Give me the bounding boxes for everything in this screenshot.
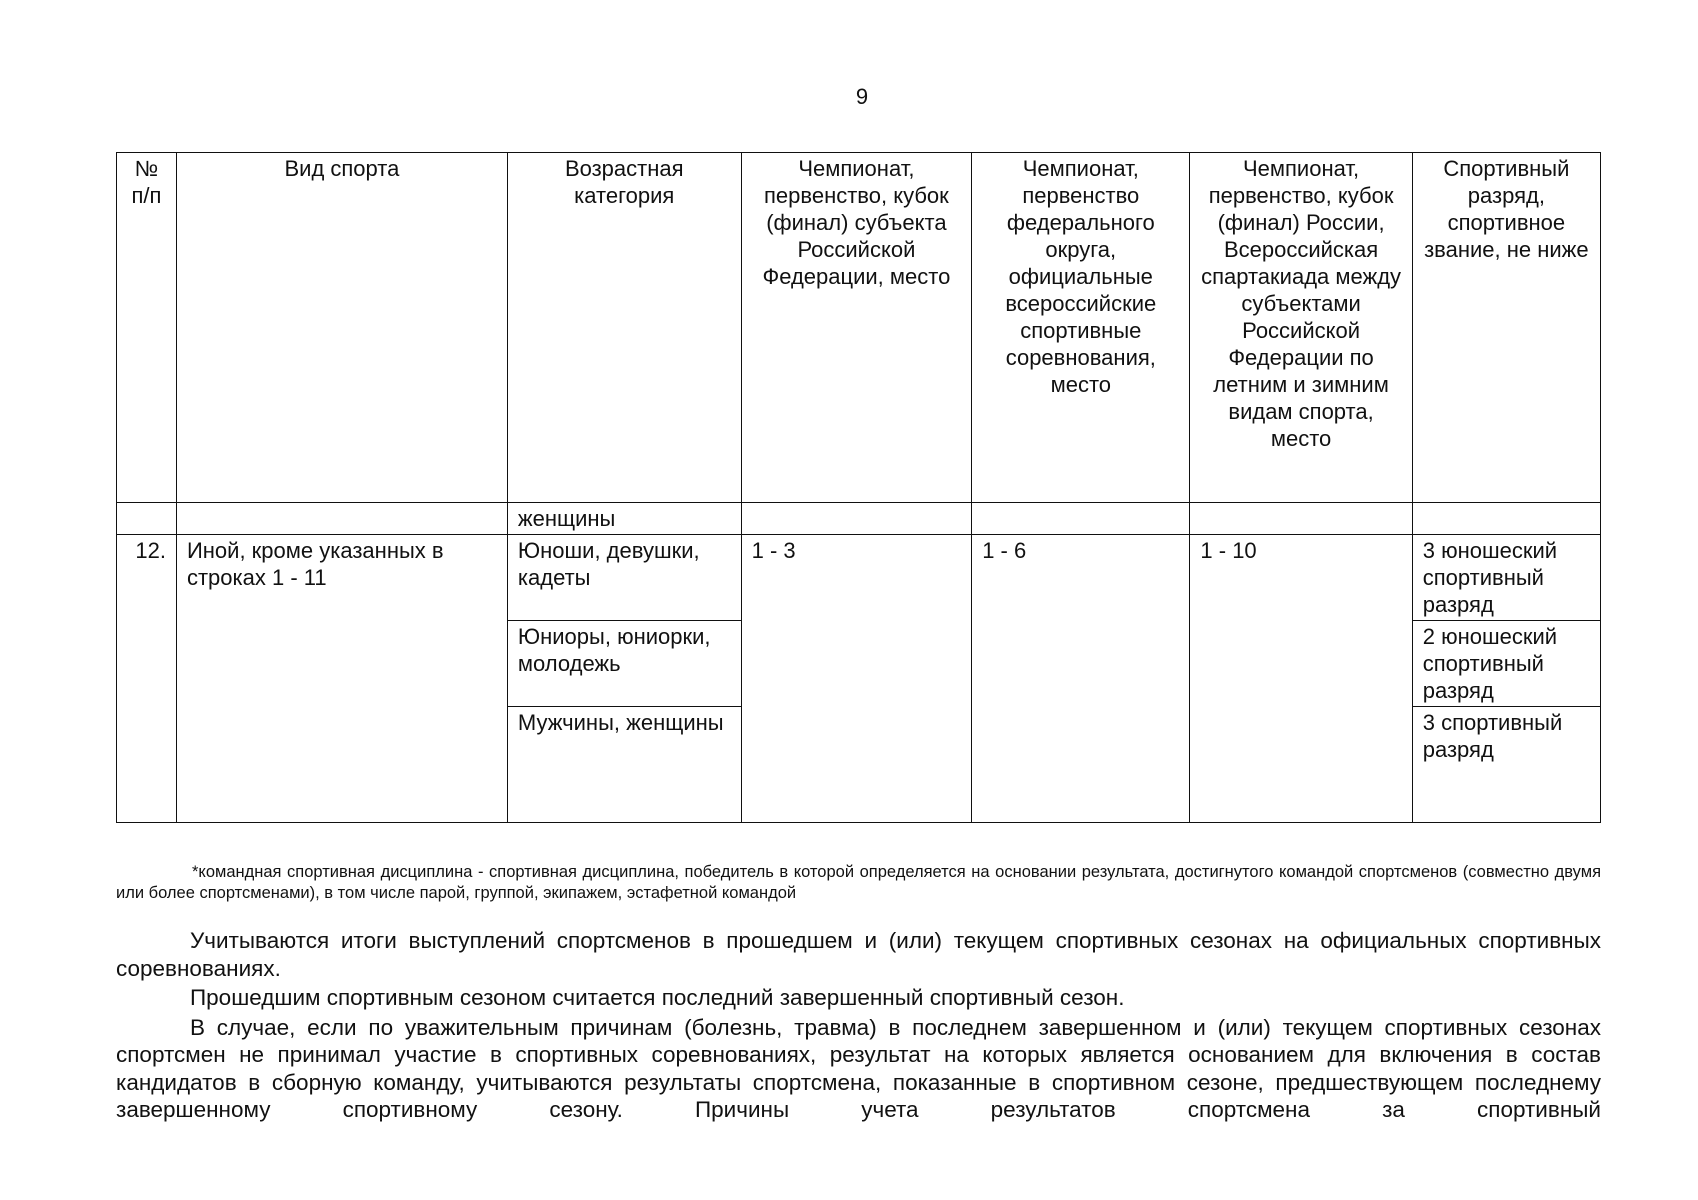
- cell-empty: [741, 503, 972, 535]
- table-row-12: [117, 535, 1601, 621]
- table-row-continuation: [117, 503, 1601, 535]
- cell-sport-rank: 3 спортивный разряд: [1412, 707, 1600, 823]
- paragraph: Учитываются итоги выступлений спортсменов в прошедшем и (или) текущем спортивных сезонах на официальных спортивных соревнованиях.: [116, 928, 1601, 981]
- cell-russia-place: 1 - 10: [1190, 535, 1412, 823]
- cell-regional-place: 1 - 3: [741, 535, 972, 823]
- body-text: [116, 927, 1601, 1126]
- cell-empty: [1412, 503, 1600, 535]
- page-number: 9: [855, 84, 869, 109]
- cell-empty: [176, 503, 507, 535]
- cell-sport-rank: 2 юношеский спортивный разряд: [1412, 621, 1600, 707]
- cell-age-category: Мужчины, женщины: [507, 707, 741, 823]
- table-header-row: [117, 153, 1601, 503]
- cell-sport-rank: 3 юношеский спортивный разряд: [1412, 535, 1600, 621]
- cell-row-number: 12.: [117, 535, 177, 823]
- cell-age-category: Юноши, девушки, кадеты: [507, 535, 741, 621]
- header-sport: Вид спорта: [176, 153, 507, 503]
- cell-empty: [117, 503, 177, 535]
- cell-sport-name: Иной, кроме указанных в строках 1 - 11: [176, 535, 507, 823]
- cell-age-category: Юниоры, юниорки, молодежь: [507, 621, 741, 707]
- header-russia-championship: Чемпионат, первенство, кубок (финал) России, Всероссийская спартакиада между субъектами Российской Федерации по летним и зимним видам спорта, место: [1190, 153, 1412, 503]
- header-sport-rank: Спортивный разряд, спортивное звание, не ниже: [1412, 153, 1600, 503]
- paragraph: Прошедшим спортивным сезоном считается последний завершенный спортивный сезон.: [190, 985, 1125, 1010]
- paragraph: В случае, если по уважительным причинам (болезнь, травма) в последнем завершенном и (или) текущем спортивных сезонах спортсмен не принимал участие в спортивных соревнованиях, результат на которых является основанием для включения в состав кандидатов в сборную команду, учитываются результаты спортсмена, показанные в спортивном сезоне, предшествующем последнему завершенному спортивному сезону. Причины учета результатов спортсмена за спортивный: [116, 1014, 1601, 1122]
- header-age-category: Возрастная категория: [507, 153, 741, 503]
- header-regional-championship: Чемпионат, первенство, кубок (финал) субъекта Российской Федерации, место: [741, 153, 972, 503]
- cell-empty: [972, 503, 1190, 535]
- cell-empty: [1190, 503, 1412, 535]
- cell-age-continuation: женщины: [507, 503, 741, 535]
- sports-criteria-table: [116, 152, 1601, 823]
- header-federal-district-championship: Чемпионат, первенство федерального округа, официальные всероссийские спортивные соревнования, место: [972, 153, 1190, 503]
- footnote: *командная спортивная дисциплина - спортивная дисциплина, победитель в которой определяется на основании результата, достигнутого командой спортсменов (совместно двумя или более спортсменами), в том числе парой, группой, экипажем, эстафетной командой: [116, 863, 1601, 902]
- header-num: № п/п: [117, 153, 177, 503]
- cell-federal-place: 1 - 6: [972, 535, 1190, 823]
